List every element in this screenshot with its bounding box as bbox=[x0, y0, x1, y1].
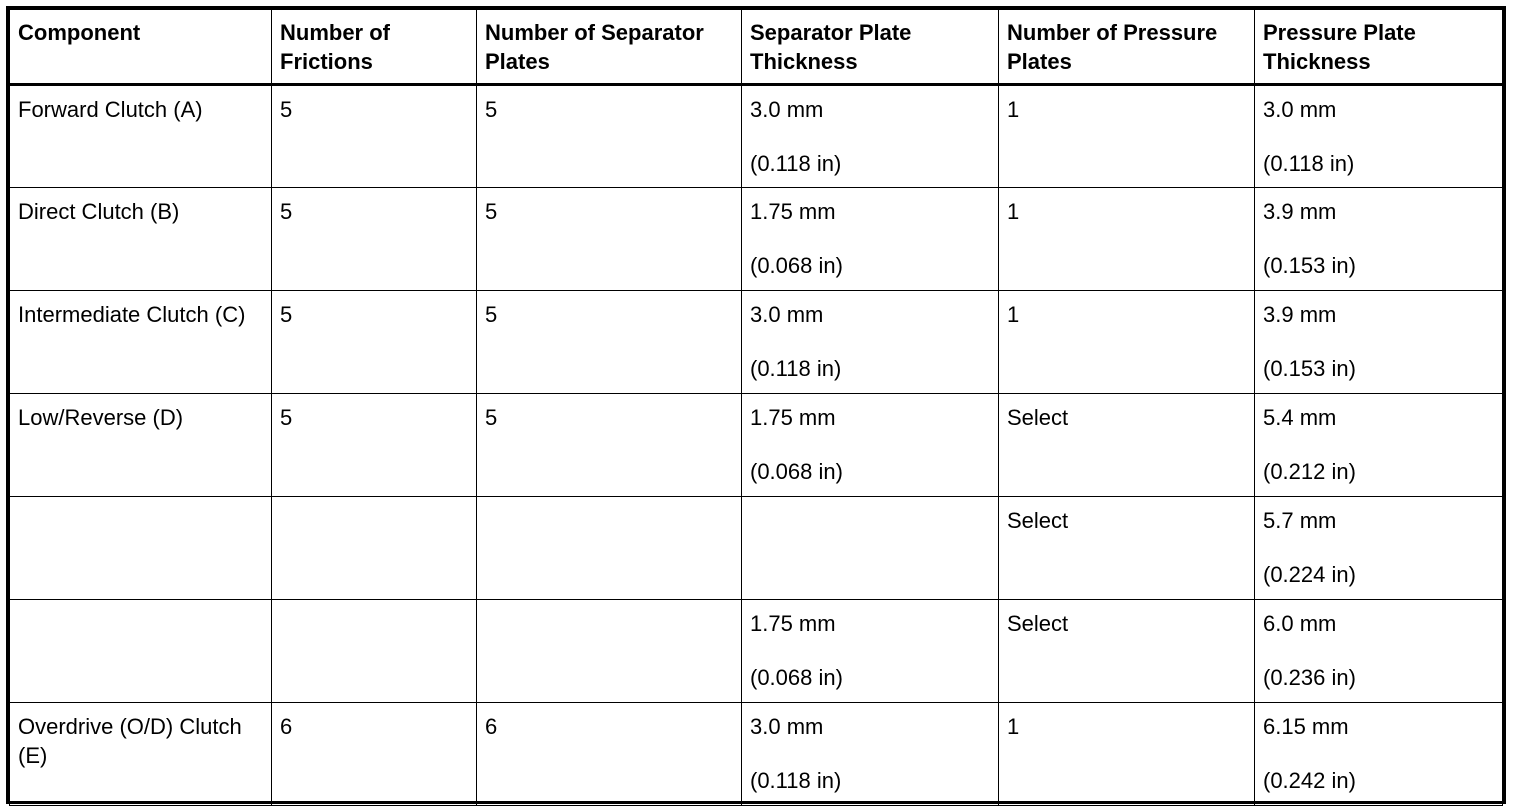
cell-component bbox=[10, 188, 272, 291]
pressure-plates-value: Select bbox=[1007, 611, 1069, 636]
cell-component bbox=[10, 703, 272, 806]
cell-separator-plates bbox=[477, 291, 742, 394]
separator-thickness-mm: 3.0 mm bbox=[750, 714, 824, 739]
cell-pressure-plates bbox=[999, 703, 1255, 806]
component-label: Forward Clutch (A) bbox=[18, 97, 203, 122]
table-row bbox=[10, 188, 1503, 291]
frictions-value: 5 bbox=[280, 199, 293, 224]
cell-frictions bbox=[272, 703, 477, 806]
cell-frictions bbox=[272, 291, 477, 394]
separator-thickness-in: (0.118 in) bbox=[750, 151, 842, 176]
pressure-plates-value: 1 bbox=[1007, 97, 1020, 122]
cell-separator-plates bbox=[477, 188, 742, 291]
cell-pressure-thickness bbox=[1255, 291, 1503, 394]
header-separator-plate-thickness: Separator Plate Thickness bbox=[742, 10, 999, 85]
pressure-plates-value: 1 bbox=[1007, 302, 1020, 327]
cell-separator-plates bbox=[477, 703, 742, 806]
table-row bbox=[10, 85, 1503, 188]
cell-separator-thickness bbox=[742, 394, 999, 497]
spec-table bbox=[9, 9, 1503, 806]
pressure-plates-value: 1 bbox=[1007, 199, 1020, 224]
pressure-thickness-mm: 6.15 mm bbox=[1263, 714, 1349, 739]
table-row bbox=[10, 394, 1503, 497]
frictions-value: 6 bbox=[280, 714, 293, 739]
cell-component bbox=[10, 600, 272, 703]
cell-separator-plates bbox=[477, 85, 742, 188]
cell-separator-plates bbox=[477, 497, 742, 600]
cell-separator-thickness bbox=[742, 600, 999, 703]
pressure-thickness-mm: 3.9 mm bbox=[1263, 302, 1337, 327]
component-label: Overdrive (O/D) Clutch (E) bbox=[18, 714, 242, 768]
separator-thickness-in: (0.068 in) bbox=[750, 459, 843, 484]
cell-pressure-thickness bbox=[1255, 600, 1503, 703]
separator-plates-value: 6 bbox=[485, 714, 498, 739]
cell-pressure-plates bbox=[999, 85, 1255, 188]
table-row bbox=[10, 703, 1503, 806]
pressure-thickness-in: (0.118 in) bbox=[1263, 151, 1355, 176]
pressure-thickness-in: (0.224 in) bbox=[1263, 562, 1356, 587]
header-number-of-pressure-plates: Number of Pressure Plates bbox=[999, 10, 1255, 85]
frictions-value: 5 bbox=[280, 405, 293, 430]
cell-component bbox=[10, 291, 272, 394]
cell-component bbox=[10, 394, 272, 497]
separator-thickness-mm: 3.0 mm bbox=[750, 302, 824, 327]
pressure-plates-value: 1 bbox=[1007, 714, 1020, 739]
cell-separator-thickness bbox=[742, 497, 999, 600]
cell-frictions bbox=[272, 394, 477, 497]
pressure-plates-value: Select bbox=[1007, 508, 1069, 533]
pressure-thickness-mm: 5.7 mm bbox=[1263, 508, 1337, 533]
clutch-specifications-table bbox=[6, 6, 1506, 804]
pressure-thickness-mm: 3.0 mm bbox=[1263, 97, 1337, 122]
cell-pressure-thickness bbox=[1255, 497, 1503, 600]
cell-separator-thickness bbox=[742, 291, 999, 394]
pressure-thickness-in: (0.153 in) bbox=[1263, 253, 1356, 278]
pressure-thickness-in: (0.236 in) bbox=[1263, 665, 1356, 690]
cell-separator-thickness bbox=[742, 85, 999, 188]
separator-thickness-in: (0.118 in) bbox=[750, 768, 842, 793]
cell-separator-thickness bbox=[742, 188, 999, 291]
cell-pressure-thickness bbox=[1255, 188, 1503, 291]
cell-pressure-plates bbox=[999, 188, 1255, 291]
separator-plates-value: 5 bbox=[485, 302, 498, 327]
table-body bbox=[10, 85, 1503, 806]
pressure-thickness-in: (0.212 in) bbox=[1263, 459, 1356, 484]
separator-thickness-in: (0.118 in) bbox=[750, 356, 842, 381]
cell-pressure-plates bbox=[999, 291, 1255, 394]
cell-component bbox=[10, 85, 272, 188]
header-pressure-plate-thickness: Pressure Plate Thickness bbox=[1255, 10, 1503, 85]
cell-pressure-thickness bbox=[1255, 85, 1503, 188]
pressure-thickness-mm: 3.9 mm bbox=[1263, 199, 1337, 224]
cell-pressure-plates bbox=[999, 497, 1255, 600]
cell-frictions bbox=[272, 188, 477, 291]
cell-pressure-thickness bbox=[1255, 394, 1503, 497]
component-label: Intermediate Clutch (C) bbox=[18, 302, 246, 327]
separator-thickness-in: (0.068 in) bbox=[750, 665, 843, 690]
header-component: Component bbox=[10, 10, 272, 85]
header-number-of-frictions: Number of Frictions bbox=[272, 10, 477, 85]
header-number-of-separator-plates: Number of Separator Plates bbox=[477, 10, 742, 85]
separator-plates-value: 5 bbox=[485, 97, 498, 122]
separator-thickness-mm: 1.75 mm bbox=[750, 199, 836, 224]
separator-plates-value: 5 bbox=[485, 199, 498, 224]
component-label: Direct Clutch (B) bbox=[18, 199, 180, 224]
pressure-thickness-mm: 5.4 mm bbox=[1263, 405, 1337, 430]
separator-thickness-in: (0.068 in) bbox=[750, 253, 843, 278]
cell-pressure-thickness bbox=[1255, 703, 1503, 806]
separator-plates-value: 5 bbox=[485, 405, 498, 430]
table-row bbox=[10, 600, 1503, 703]
separator-thickness-mm: 1.75 mm bbox=[750, 611, 836, 636]
separator-thickness-mm: 1.75 mm bbox=[750, 405, 836, 430]
frictions-value: 5 bbox=[280, 302, 293, 327]
cell-separator-plates bbox=[477, 394, 742, 497]
pressure-plates-value: Select bbox=[1007, 405, 1069, 430]
pressure-thickness-mm: 6.0 mm bbox=[1263, 611, 1337, 636]
cell-separator-plates bbox=[477, 600, 742, 703]
cell-pressure-plates bbox=[999, 600, 1255, 703]
cell-frictions bbox=[272, 85, 477, 188]
table-row bbox=[10, 291, 1503, 394]
cell-frictions bbox=[272, 600, 477, 703]
component-label: Low/Reverse (D) bbox=[18, 405, 184, 430]
table-header-row bbox=[10, 10, 1503, 85]
frictions-value: 5 bbox=[280, 97, 293, 122]
table-row bbox=[10, 497, 1503, 600]
cell-separator-thickness bbox=[742, 703, 999, 806]
pressure-thickness-in: (0.242 in) bbox=[1263, 768, 1356, 793]
separator-thickness-mm: 3.0 mm bbox=[750, 97, 824, 122]
pressure-thickness-in: (0.153 in) bbox=[1263, 356, 1356, 381]
cell-frictions bbox=[272, 497, 477, 600]
cell-pressure-plates bbox=[999, 394, 1255, 497]
cell-component bbox=[10, 497, 272, 600]
